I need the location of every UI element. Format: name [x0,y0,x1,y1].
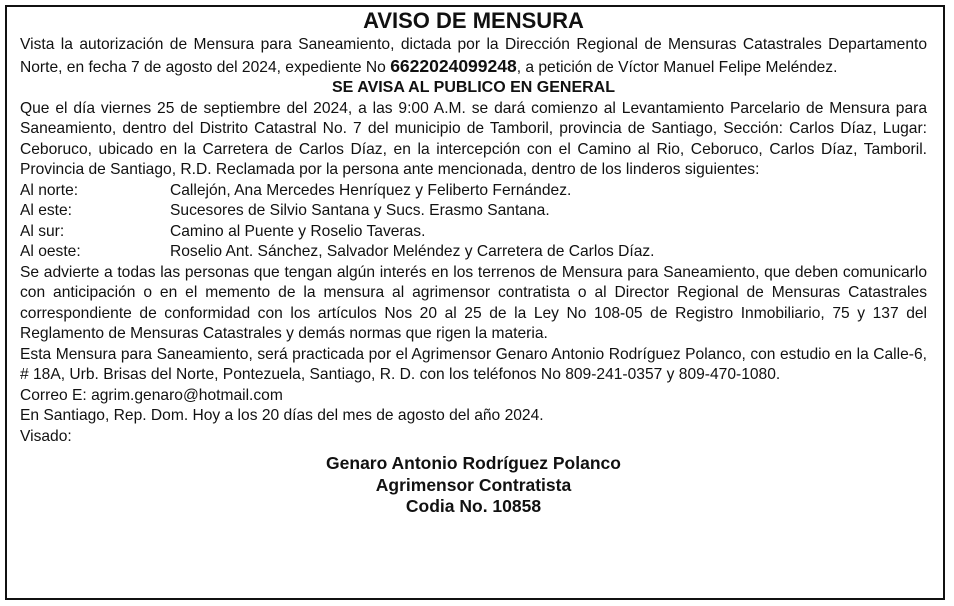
boundary-north [20,181,927,202]
signature-role: Agrimensor Contratista [375,474,572,495]
date-line: En Santiago, Rep. Dom. Hoy a los 20 días del mes de agosto del año 2024. [20,407,544,424]
public-notice-heading: SE AVISA AL PUBLICO EN GENERAL [332,79,615,96]
boundary-label: Al sur: [20,222,65,240]
boundary-west [20,242,927,263]
intro-paragraph [20,35,927,78]
notice-title: AVISO DE MENSURA [363,8,584,33]
boundary-value: Callejón, Ana Mercedes Henríquez y Feliberto Fernández. [170,181,572,199]
warning-paragraph: Se advierte a todas las personas que tengan algún interés en los terrenos de Mensura para Saneamiento, que deben comunicarlo con anticipación o en el memento de la mensura al agrimensor contratista o al Director Regional de Mensuras Catastrales correspondiente de conformidad con los artículos Nos 20 al 25 de la Ley No 108-05 de Registro Inmobiliario, 75 y 137 del Reglamento de Mensuras Catastrales y demás normas que rigen la materia. [20,263,927,342]
boundary-value: Camino al Puente y Roselio Taveras. [170,222,426,240]
expediente-number: 6622024099248 [390,55,517,76]
signature-codia: Codia No. 10858 [405,496,542,516]
boundaries-list [20,181,927,263]
email-line: Correo E: agrim.genaro@hotmail.com [20,386,283,404]
visado-label: Visado: [20,427,72,445]
boundary-south [20,222,927,243]
signature-name: Genaro Antonio Rodríguez Polanco [326,453,621,473]
survey-details-paragraph: Que el día viernes 25 de septiembre del 2024, a las 9:00 A.M. se dará comienzo al Levantamiento Parcelario de Mensura para Saneamiento, dentro del Distrito Catastral No. 7 del municipio de Tamboril, provincia de Santiago, Sección: Carlos Díaz, Lugar: Ceboruco, ubicado en la Carretera de Carlos Díaz, en la intercepción con el Camino al Rio, Ceboruco, Carlos Díaz, Tamboril. Provincia de Santiago, R.D. Reclamada por la persona ante mencionada, dentro de los linderos siguientes: [20,99,927,178]
intro-text-before: Vista la autorización de Mensura para Saneamiento, dictada por la Dirección Regional de Mensuras Catastrales Departamento Norte, en fecha 7 de agosto del 2024, expediente No [20,36,927,76]
boundary-value: Roselio Ant. Sánchez, Salvador Meléndez y Carretera de Carlos Díaz. [170,243,655,260]
intro-text-after: , a petición de Víctor Manuel Felipe Meléndez. [516,58,838,76]
surveyor-paragraph: Esta Mensura para Saneamiento, será practicada por el Agrimensor Genaro Antonio Rodríguez Polanco, con estudio en la Calle-6, # 18A, Urb. Brisas del Norte, Pontezuela, Santiago, R. D. con los teléfonos No 809-241-0357 y 809-470-1080. [20,345,927,383]
boundary-east [20,201,927,222]
notice-body [20,8,927,518]
boundary-label: Al este: [20,202,73,219]
boundary-label: Al norte: [20,181,79,199]
boundary-label: Al oeste: [20,243,81,260]
boundary-value: Sucesores de Silvio Santana y Sucs. Erasmo Santana. [170,202,550,219]
